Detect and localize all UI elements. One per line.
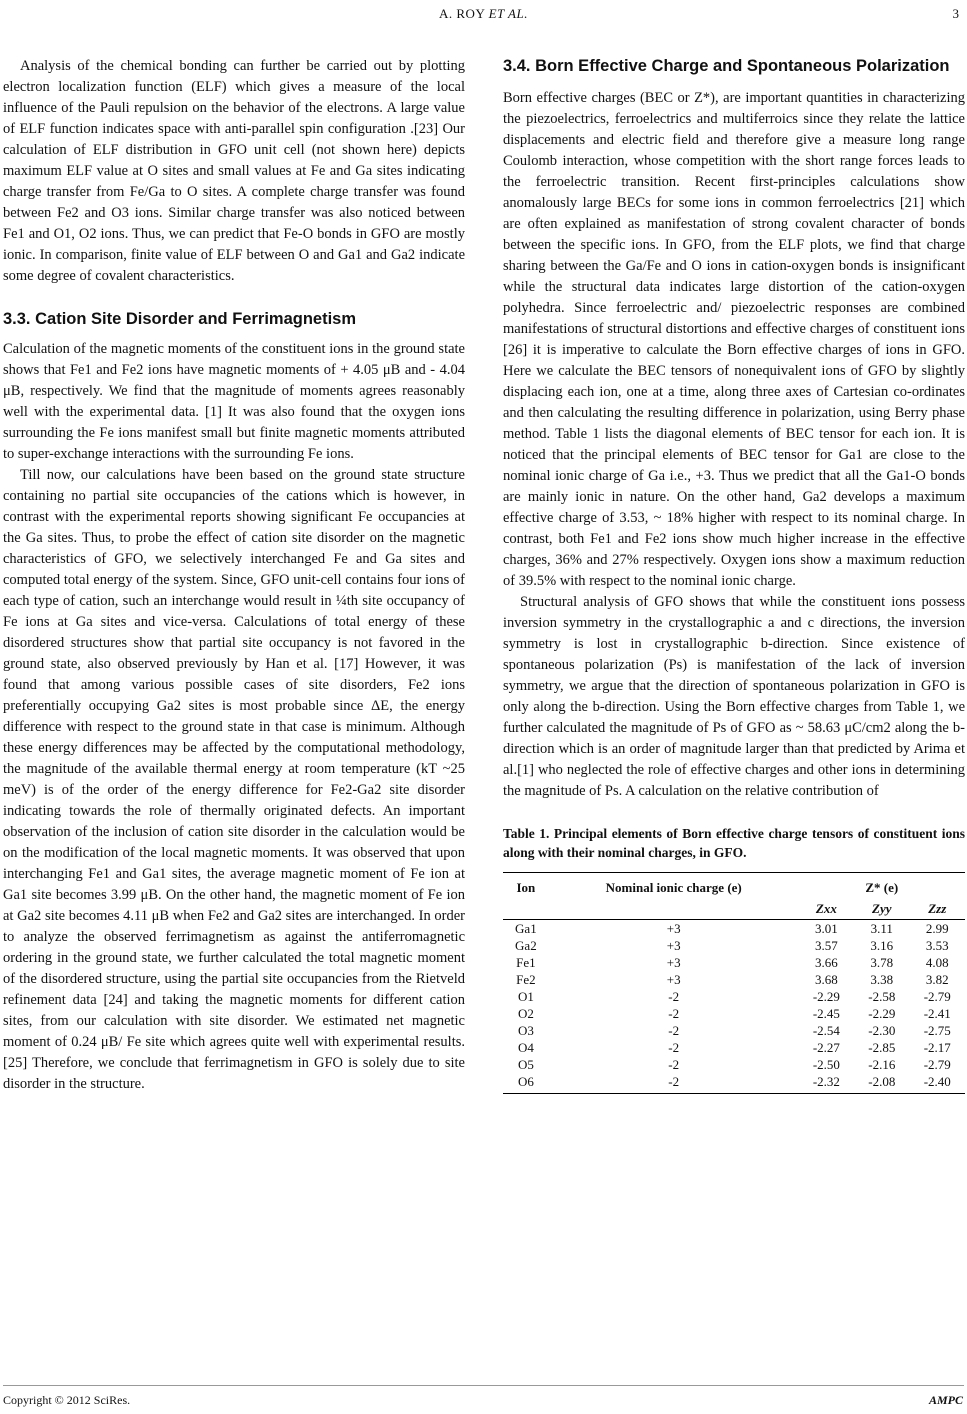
cell-zxx: -2.29 (812, 989, 840, 1004)
cell-zyy: 3.11 (870, 921, 893, 936)
table-row (503, 954, 965, 971)
paragraph-magnetic-moments: Calculation of the magnetic moments of the constituent ions in the ground state shows that Fe1 and Fe2 ions have magnetic moments of + 4.05 μB and - 4.04 μB, respectively. We find that the magnitude of moments agrees reasonably well with the experimental data. [1] It was also found that the oxygen ions surrounding the Fe ions manifest small but finite magnetic moments attributed to super-exchange interactions with the surrounding Fe ions. (3, 341, 465, 462)
cell-ion: O4 (517, 1040, 534, 1055)
paragraph-site-disorder: Till now, our calculations have been based on the ground state structure containing no partial site occupancies of the cations which is however, in contrast with the experimental reports showing significant Fe occupancies at the Ga sites. Thus, to probe the effect of cation site disorder on the magnetic characteristics of GFO, we selectively interchanged Fe and Ga sites and computed total energy of the system. Since, GFO unit-cell contains four ions of each type of cation, such an interchange would result in ¼th site occupancy of Fe ions at Ga sites and vice-versa. Calculations of total energy of these disordered structures show that partial site occupancy is not favored in the ground state, also observed previously by Han et al. [17] However, it was found that among various possible cases of site disorders, Fe2 ions preferentially occupying Ga2 sites is most probable since ΔE, the energy difference with respect to the ground state in that case is minimum. Although these energy differences may be affected by the computational methodology, the magnitude of the available thermal energy at room temperature (kT ~25 meV) is of the order of the energy difference for Fe2-Ga2 site disorder indicating towards the role of thermally originated defects. An important observation of the inclusion of cation site disorder in the calculation would be on the modification of the local magnetic moments. It was observed that upon interchanging Fe1 and Ga1 sites, the average magnetic moment of Fe ion at Ga1 site becomes 3.99 μB. On the other hand, the magnetic moment of Fe ion at Ga2 site becomes 4.11 μB when Fe2 and Ga2 sites are interchanged. In order to analyze the observed ferrimagnetism as against the antiferromagnetic ordering in the ground state, we further calculated the total magnetic moment of the disordered structure, using the partial site occupancies from the Rietveld refinement data [24] and taking the magnetic moments for different cation sites, from our calculation with site disorder. We estimated net magnetic moment of 0.24 μB/ Fe site which agrees quite well with experimental results. [25] Therefore, we conclude that ferrimagnetism in GFO is solely due to site disorder in the structure. (3, 467, 465, 1092)
cell-zzz: 3.82 (925, 972, 949, 987)
column-header-zxx: Zxx (799, 898, 854, 920)
table-row (503, 1073, 965, 1094)
column-header-ion: Ion (503, 873, 549, 899)
column-header-zyy: Zyy (854, 898, 909, 920)
bec-table-body (503, 920, 965, 1094)
cell-zxx: 3.68 (814, 972, 838, 987)
cell-ion: Ga2 (515, 938, 537, 953)
cell-zyy: -2.08 (854, 1073, 909, 1094)
cell-zzz: -2.41 (923, 1006, 951, 1021)
cell-zyy: 3.16 (870, 938, 894, 953)
cell-nominal: +3 (666, 972, 681, 987)
cell-zzz: -2.79 (923, 1057, 951, 1072)
cell-nominal: -2 (668, 1023, 680, 1038)
cell-zyy: -2.16 (868, 1057, 896, 1072)
cell-zyy: 3.78 (870, 955, 894, 970)
cell-ion: O1 (517, 989, 534, 1004)
cell-zzz: 3.53 (925, 938, 949, 953)
column-header-blank-1 (503, 898, 549, 920)
cell-zyy: -2.85 (868, 1040, 896, 1055)
cell-nominal: -2 (668, 989, 680, 1004)
cell-zyy: -2.30 (868, 1023, 896, 1038)
cell-zyy: -2.29 (868, 1006, 896, 1021)
table-row (503, 1039, 965, 1056)
cell-nominal: +3 (666, 938, 681, 953)
cell-nominal: -2 (668, 1057, 680, 1072)
cell-ion: O2 (517, 1006, 534, 1021)
cell-zxx: -2.32 (799, 1073, 854, 1094)
bec-table (503, 872, 965, 1094)
cell-nominal: -2 (668, 1006, 680, 1021)
footer-copyright: Copyright © 2012 SciRes. (3, 1393, 131, 1407)
section-title-cation-disorder: 3.3. Cation Site Disorder and Ferrimagnetism (3, 310, 357, 328)
table-row (503, 988, 965, 1005)
cell-zxx: 3.01 (814, 921, 838, 936)
cell-nominal: +3 (666, 921, 681, 936)
running-head (0, 6, 967, 22)
cell-zxx: -2.45 (812, 1006, 840, 1021)
table-row (503, 1022, 965, 1039)
column-header-zstar: Z* (e) (799, 873, 965, 899)
column-header-nominal-charge: Nominal ionic charge (e) (549, 873, 799, 899)
left-column (3, 56, 465, 1095)
cell-zzz: -2.79 (923, 989, 951, 1004)
cell-zzz: -2.17 (923, 1040, 951, 1055)
cell-zxx: -2.27 (812, 1040, 840, 1055)
paragraph-elf: Analysis of the chemical bonding can further be carried out by plotting electron localization function (ELF) which gives a measure of the local influence of the Pauli repulsion on the behavior of the electrons. A large value of ELF function indicates space with anti-parallel spin configuration .[23] Our calculation of ELF distribution in GFO unit cell (not shown here) depicts maximum ELF value at O sites and small values at Fe and Ga sites indicating charge transfer from Fe/Ga to O sites. A complete charge transfer was found between Fe2 and O3 ions. Similar charge transfer was also noticed between Fe1 and O1, O2 ions. Thus, we can predict that Fe-O bonds in GFO are mostly ionic. In comparison, finite value of ELF between O and Ga1 and Ga2 indicate some degree of covalent characteristics. (3, 58, 465, 284)
cell-zzz: -2.40 (910, 1073, 965, 1094)
cell-zyy: 3.38 (870, 972, 894, 987)
cell-nominal: -2 (668, 1040, 680, 1055)
cell-ion: Fe2 (516, 972, 536, 987)
table-row (503, 937, 965, 954)
paragraph-bec: Born effective charges (BEC or Z*), are important quantities in characterizing the piezoelectrics, ferroelectrics and multiferroics since they relate the lattice displacements and electric field and therefore give a measure long range Coulomb interaction, whose competition with the short range forces leads to the ferroelectric transition. Recent first-principles calculations show anomalously large BECs for some ions in common ferroelectrics [21] which are often explained as manifestation of strong covalent character of bonds between the specific ions. In GFO, from the ELF plots, we find that charge sharing between the Ga/Fe and O ions in cation-oxygen bonds is insignificant while the structural data indicates large distortion of the cation-oxygen polyhedra. Since ferroelectric and/ piezoelectric responses are combined manifestations of structural distortions and effective charges of constituent ions [26] it is imperative to calculate the Born effective charges of ions in GFO. Here we calculate the BEC tensors of nonequivalent ions of GFO by slightly displacing each ion, one at a time, along three axes of Cartesian co-ordinates and then calculating the resulting difference in polarization, using Berry phase method. Table 1 lists the diagonal elements of BEC tensor for each ion. It is noticed that the principal elements of BEC tensor for Ga1 are close to the nominal ionic charge of Ga i.e., +3. Thus we predict that all the Ga1-O bonds are mainly ionic in nature. On the other hand, Ga2 develops a maximum effective charge of 3.53, ~ 18% higher with respect to its nominal charge. In contrast, both Fe1 and Fe2 ions show much higher increase in the effective charges, 36% and 27% respectively. Oxygen ions show a maximum reduction of 39.5% with respect to the nominal ionic charge. (503, 90, 965, 589)
cell-zxx: 3.66 (814, 955, 838, 970)
right-column (503, 56, 965, 1094)
cell-zyy: -2.58 (868, 989, 896, 1004)
cell-ion: O5 (517, 1057, 534, 1072)
cell-ion: O3 (517, 1023, 534, 1038)
table-row (503, 971, 965, 988)
column-header-zzz: Zzz (910, 898, 965, 920)
cell-nominal: +3 (666, 955, 681, 970)
column-header-blank-2 (549, 898, 799, 920)
cell-ion: O6 (503, 1073, 549, 1094)
cell-nominal: -2 (549, 1073, 799, 1094)
table-row (503, 920, 965, 938)
cell-zxx: -2.50 (812, 1057, 840, 1072)
cell-ion: Fe1 (516, 955, 536, 970)
section-title-born-effective-charge: 3.4. Born Effective Charge and Spontaneous Polarization (503, 57, 950, 75)
cell-zzz: -2.75 (923, 1023, 951, 1038)
table-caption: Table 1. Principal elements of Born effective charge tensors of constituent ions along with their nominal charges, in GFO. (503, 826, 965, 860)
running-head-authors: A. ROY (439, 6, 485, 21)
footer-journal: AMPC (928, 1393, 963, 1407)
running-head-etal: ET AL. (488, 6, 528, 21)
cell-ion: Ga1 (515, 921, 537, 936)
cell-zzz: 4.08 (925, 955, 949, 970)
table-row (503, 1005, 965, 1022)
footer-rule (3, 1385, 964, 1386)
cell-zzz: 2.99 (925, 921, 949, 936)
cell-zxx: 3.57 (814, 938, 838, 953)
page-number: 3 (952, 6, 959, 21)
paragraph-polarization: Structural analysis of GFO shows that while the constituent ions possess inversion symmetry in the crystallographic a and c directions, the inversion symmetry is lost in crystallographic b-direction. Since existence of spontaneous polarization (Ps) is manifestation of the lack of inversion symmetry, we argue that the direction of spontaneous polarization in GFO is only along the b-direction. Using the Born effective charges from Table 1, we further calculated the magnitude of Ps of GFO as ~ 58.63 μC/cm2 along the b-direction which is an order of magnitude larger than that predicted by Arima et al.[1] who neglected the role of effective charges and other ions in determining the magnitude of Ps. A calculation on the relative contribution of (503, 594, 965, 799)
cell-zxx: -2.54 (812, 1023, 840, 1038)
table-row (503, 1056, 965, 1073)
